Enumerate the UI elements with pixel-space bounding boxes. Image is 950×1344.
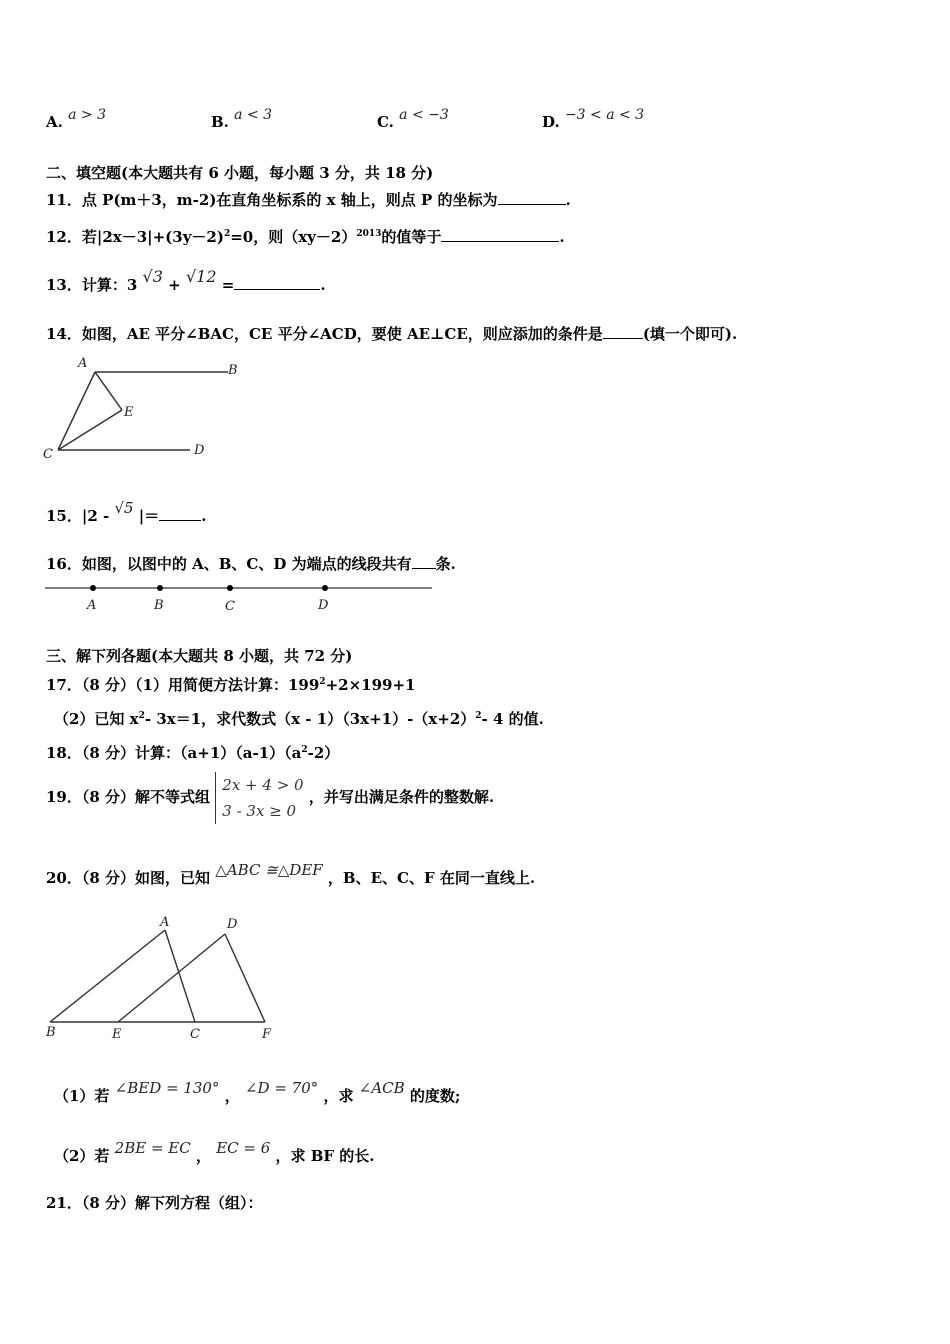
question-14: 14．如图，AE 平分∠BAC，CE 平分∠ACD，要使 AE⊥CE，则应添加的条件是 (填一个即可). [46, 325, 738, 343]
option-b: B. a < 3 [211, 107, 273, 131]
fig20-line-ac [165, 930, 195, 1022]
inequality-system: 2x + 4 > 0 3 - 3x ≥ 0 [215, 772, 303, 824]
fig20-line-de [118, 934, 225, 1022]
fig20-label-c: C [190, 1027, 200, 1042]
fig20-line-df [225, 934, 265, 1022]
question-20-2: （2）若 2BE = EC ， EC = 6 ，求 BF 的长. [54, 1139, 375, 1165]
fig14-label-b: B [228, 363, 238, 378]
figure-16 [40, 578, 440, 618]
question-13: 13．计算：3 √3 + √12 = . [46, 267, 326, 294]
fig16-label-d: D [318, 598, 329, 613]
question-20-1: （1）若 ∠BED = 130° ， ∠D = 70° ，求 ∠ACB 的度数; [54, 1079, 461, 1105]
question-21: 21．（8 分）解下列方程（组）： [46, 1194, 263, 1212]
fig14-label-a: A [78, 356, 88, 371]
question-20: 20．（8 分）如图，已知 △ABC ≅△DEF ，B、E、C、F 在同一直线上. [46, 861, 536, 887]
question-12: 12．若$|2x-3|+(3y-2)^2=0$，则$(xy-2)^{2013}$的值等于 . [46, 228, 565, 246]
question-19: 19．（8 分）解不等式组 2x + 4 > 0 3 - 3x ≥ 0 ，并写出满足条件的整数解. [46, 772, 494, 824]
fig14-label-e: E [124, 405, 134, 420]
fig20-label-e: E [112, 1027, 122, 1042]
section-3-title: 三、解下列各题(本大题共 8 小题，共 72 分) [46, 647, 353, 665]
fig16-point-c [227, 585, 233, 591]
option-c: C. a < −3 [377, 107, 449, 131]
fig16-label-c: C [225, 599, 235, 614]
question-18: 18．（8 分）计算：$(a+1)(a-1)(a^2-2)$ [46, 744, 340, 762]
fig16-label-b: B [154, 598, 164, 613]
figure-14 [40, 350, 250, 465]
question-17: 17．（8 分）（1）用简便方法计算：$199^2+2\times 199+1$ [46, 676, 416, 694]
figure-20 [40, 912, 280, 1042]
fig16-point-a [90, 585, 96, 591]
section-2-title: 二、填空题(本大题共有 6 小题，每小题 3 分，共 18 分) [46, 164, 434, 182]
fig20-label-b: B [46, 1025, 56, 1040]
question-16: 16．如图，以图中的 A、B、C、D 为端点的线段共有 条. [46, 555, 456, 573]
question-11: 11．点 P(m＋3，m-2)在直角坐标系的 x 轴上，则点 P 的坐标为 . [46, 191, 571, 209]
question-15: 15．|2 - √5 |＝ . [46, 499, 207, 525]
fig16-point-d [322, 585, 328, 591]
option-d: D. −3 < a < 3 [542, 107, 645, 131]
fig14-label-d: D [194, 443, 205, 458]
fig16-label-a: A [87, 598, 97, 613]
fig16-point-b [157, 585, 163, 591]
fig20-line-ab [50, 930, 165, 1022]
fig20-label-f: F [262, 1027, 272, 1042]
fig14-line-ae [95, 372, 122, 410]
fig20-label-a: A [160, 915, 170, 930]
fig14-label-c: C [43, 447, 53, 462]
question-17-2: （2）已知 $x^2-$ 3x＝1，求代数式$(x - 1)(3x+1)-(x+2)^2-$ 4 的值. [54, 710, 544, 728]
fig20-label-d: D [227, 917, 238, 932]
option-a: A. a > 3 [46, 107, 106, 131]
